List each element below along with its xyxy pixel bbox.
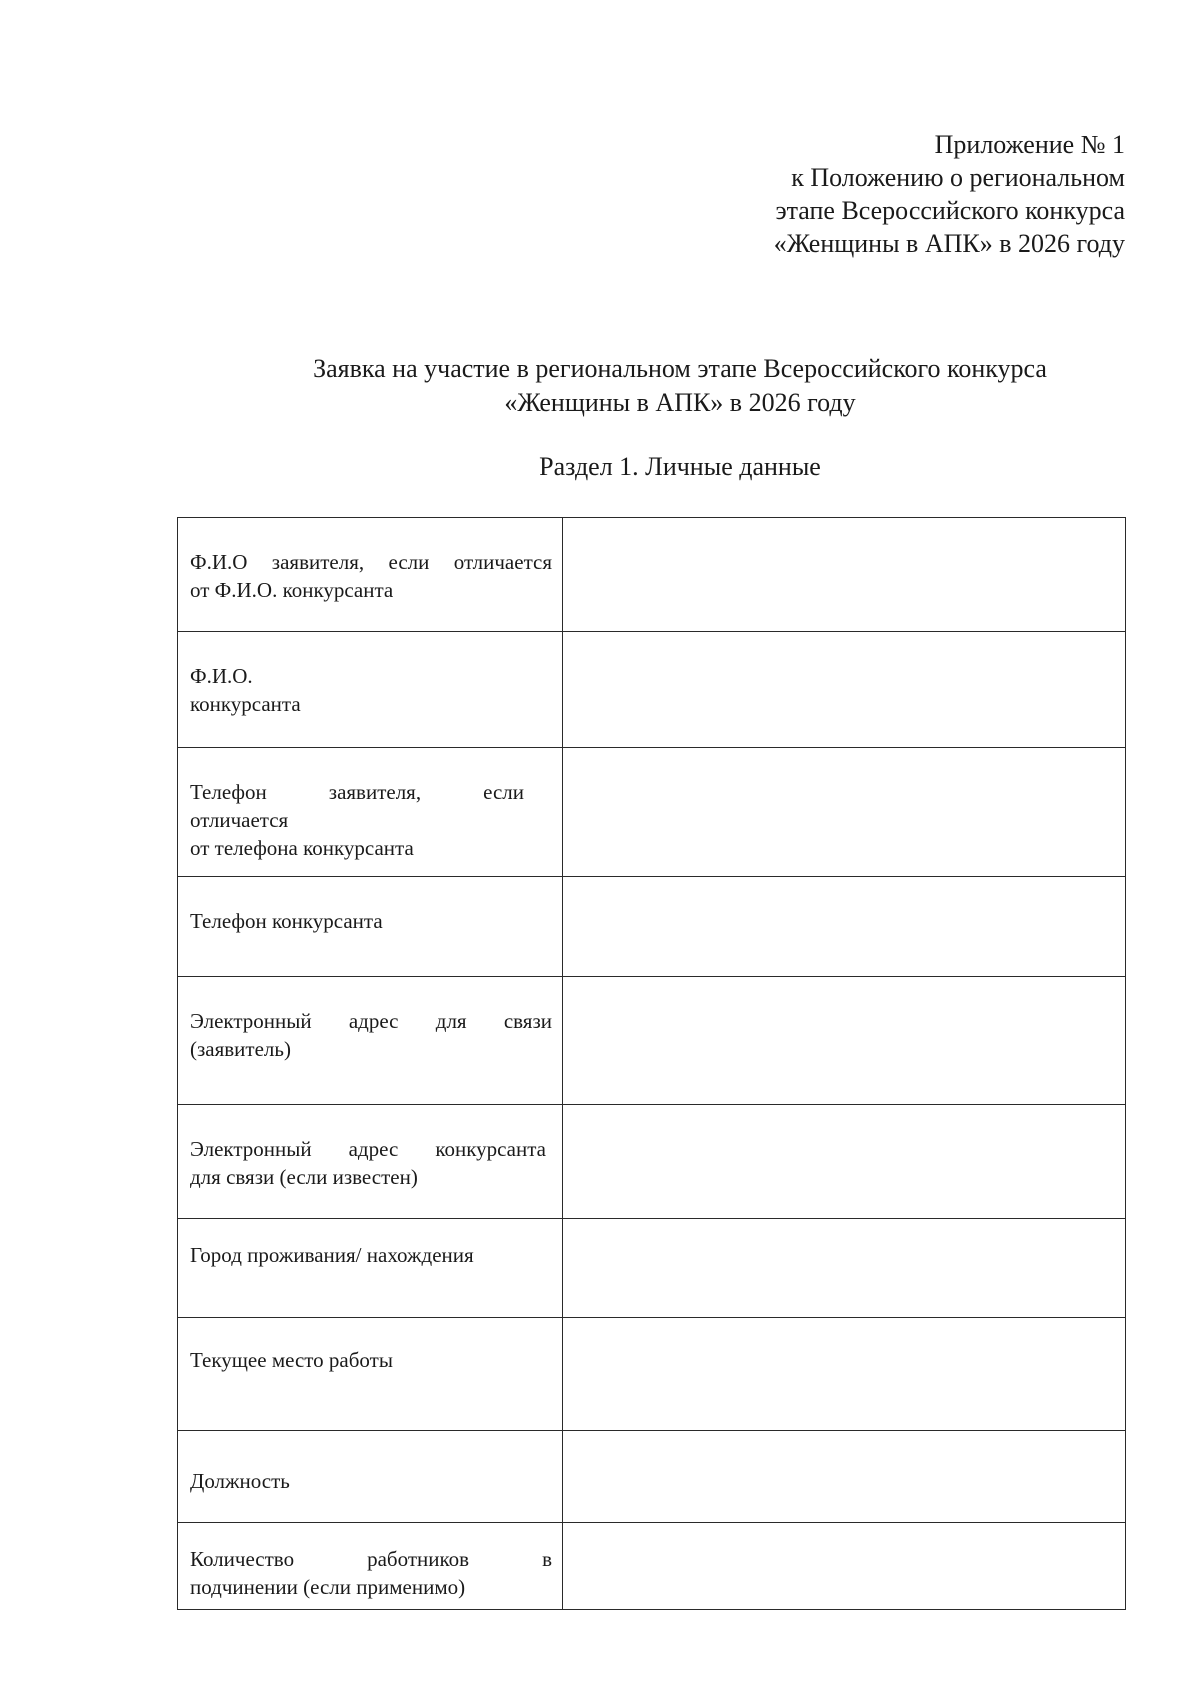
label-line: (заявитель) <box>190 1037 291 1061</box>
form-row-workplace <box>178 1318 1126 1431</box>
form-row-label <box>178 1105 563 1219</box>
section-title: Раздел 1. Личные данные <box>539 452 821 481</box>
form-row-applicant-name <box>178 518 1126 632</box>
form-row-value-field[interactable] <box>563 1431 1126 1523</box>
label-line: Ф.И.О заявителя, если отличается <box>190 550 552 574</box>
form-row-position <box>178 1431 1126 1523</box>
label-line: Ф.И.О. <box>190 664 253 688</box>
annex-reference: к Положению о региональном <box>791 163 1125 192</box>
label-line: от Ф.И.О. конкурсанта <box>190 578 394 602</box>
form-row-label <box>178 518 563 632</box>
form-row-value-field[interactable] <box>563 877 1126 977</box>
document-title <box>240 352 1120 420</box>
form-row-applicant-phone <box>178 748 1126 877</box>
form-row-contestant-phone <box>178 877 1126 977</box>
form-row-value-field[interactable] <box>563 1105 1126 1219</box>
form-row-value-field[interactable] <box>563 1318 1126 1431</box>
label-line: Количество работников в <box>190 1547 552 1571</box>
form-row-value-field[interactable] <box>563 1219 1126 1318</box>
form-row-city <box>178 1219 1126 1318</box>
label-line: для связи (если известен) <box>190 1165 418 1189</box>
form-row-value-field[interactable] <box>563 1523 1126 1610</box>
label-line: Электронный адрес конкурсанта <box>190 1137 546 1161</box>
form-row-label <box>178 632 563 748</box>
form-row-contestant-email <box>178 1105 1126 1219</box>
form-row-value-field[interactable] <box>563 977 1126 1105</box>
label-line: Телефон заявителя, если <box>190 780 524 804</box>
document-title-line2: «Женщины в АПК» в 2026 году <box>504 388 856 417</box>
document-title-line1: Заявка на участие в региональном этапе Всероссийского конкурса <box>313 354 1047 383</box>
form-row-subordinates <box>178 1523 1126 1610</box>
label-line: Текущее место работы <box>190 1348 393 1372</box>
label-line: Электронный адрес для связи <box>190 1009 552 1033</box>
label-line: отличается <box>190 808 289 832</box>
form-row-label <box>178 748 563 877</box>
form-row-applicant-email <box>178 977 1126 1105</box>
form-row-label <box>178 1219 563 1318</box>
label-line: от телефона конкурсанта <box>190 836 414 860</box>
form-row-contestant-name <box>178 632 1126 748</box>
form-row-label <box>178 1318 563 1431</box>
annex-contest-name: «Женщины в АПК» в 2026 году <box>773 229 1125 258</box>
label-line: подчинении (если применимо) <box>190 1575 466 1599</box>
form-row-label <box>178 877 563 977</box>
form-row-value-field[interactable] <box>563 632 1126 748</box>
personal-data-table <box>177 517 1126 1610</box>
label-line: конкурсанта <box>190 692 301 716</box>
label-line: Город проживания/ нахождения <box>190 1243 474 1267</box>
form-row-label <box>178 977 563 1105</box>
annex-number: Приложение № 1 <box>934 130 1125 159</box>
label-line: Телефон конкурсанта <box>190 909 383 933</box>
form-row-value-field[interactable] <box>563 518 1126 632</box>
annex-header <box>525 128 1125 260</box>
annex-reference-cont: этапе Всероссийского конкурса <box>775 196 1125 225</box>
form-row-label <box>178 1431 563 1523</box>
label-line: Должность <box>190 1469 290 1493</box>
form-row-value-field[interactable] <box>563 748 1126 877</box>
form-row-label <box>178 1523 563 1610</box>
